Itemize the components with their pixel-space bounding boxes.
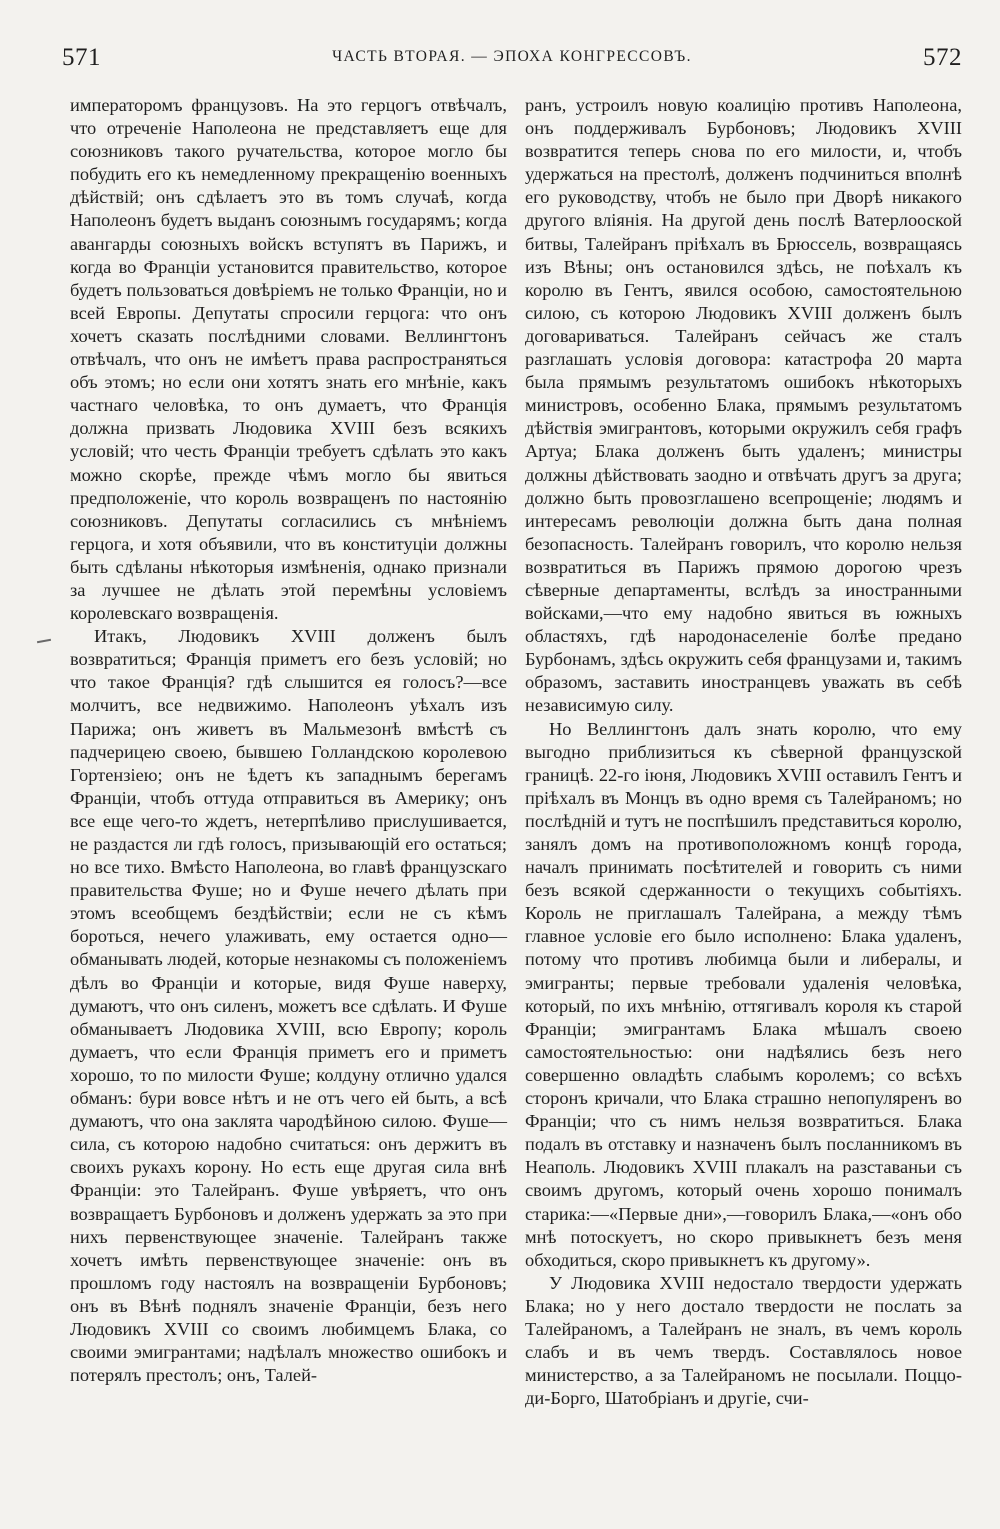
paragraph: Но Веллингтонъ далъ знать королю, что ему выгодно приблизиться къ сѣверной французской границѣ. 22-го іюня, Людовикъ XVIII оставилъ Гентъ и пріѣхалъ въ Монцъ въ одно время съ Талейраномъ; но послѣдній и тутъ не поспѣшилъ представиться королю, занялъ домъ на противоположномъ концѣ города, началъ принимать посѣтителей и говорить съ ними безъ всякой сдержанности о текущихъ событіяхъ. Король не приглашалъ Талейрана, а между тѣмъ главное условіе его было исполнено: Блака удаленъ, потому что противъ любимца были и либералы, и эмигранты; первые требовали удаленія человѣка, который, по ихъ мнѣнію, оттягивалъ короля къ старой Франціи; эмигрантамъ Блака мѣшалъ своею самостоятельностью: они надѣялись безъ него совершенно овладѣть слабымъ королемъ; со всѣхъ сторонъ кричали, что Блака страшно непопуляренъ во Франціи; что съ нимъ нельзя возвратиться. Блака подалъ въ отставку и назначенъ былъ посланникомъ въ Неаполь. Людовикъ XVIII плакалъ на разставаньи съ своимъ другомъ, который очень хорошо понималъ старика:—«Первые дни»,—говорилъ Блака,—«онъ обо мнѣ потоскуетъ, но скоро привыкнетъ безъ меня обходиться, скоро привыкнетъ къ другому».: [525, 718, 962, 1270]
left-column: [70, 94, 507, 1387]
right-column: [525, 94, 962, 1410]
right-page-number: 572: [922, 44, 962, 71]
paragraph: Итакъ, Людовикъ XVIII долженъ былъ возвратиться; Франція приметъ его безъ условій; но что такое Франція? гдѣ слышится ея голосъ?—все молчитъ, все недвижимо. Наполеонъ уѣхалъ изъ Парижа; онъ живетъ въ Мальмезонѣ вмѣстѣ съ падчерицею своею, бывшею Голландскою королевою Гортензіею; онъ не ѣдетъ къ западнымъ берегамъ Франціи, чтобъ оттуда отправиться въ Америку; онъ все еще чего-то ждетъ, нетерпѣливо прислушивается, не раздастся ли гдѣ голосъ, призывающій его остаться; но все тихо. Вмѣсто Наполеона, во главѣ французскаго правительства Фуше; но и Фуше нечего дѣлать при этомъ всеобщемъ бездѣйствіи; если не съ кѣмъ бороться, нечего улаживать, ему остается одно—обманывать людей, которые незнакомы съ положеніемъ дѣлъ во Франціи и которые, видя Фуше наверху, думаютъ, что онъ силенъ, можетъ все сдѣлать. И Фуше обманываетъ Людовика XVIII, всю Европу; король думаетъ, что если Франція приметъ его и приметъ хорошо, то по милости Фуше; колдуну отлично удался обманъ: бури вовсе нѣтъ и не отъ чего ей быть, а всѣ думаютъ, что она заклята чародѣйною силою. Фуше—сила, съ которою надобно считаться: онъ держитъ въ своихъ рукахъ корону. Но есть еще другая сила внѣ Франціи: это Талейранъ. Фуше увѣряетъ, что онъ возвращаетъ Бурбоновъ и долженъ удержать за это при нихъ первенствующее значеніе. Талейранъ также хочетъ имѣть первенствующее значеніе: онъ въ прошломъ году настоялъ на возвращеніи Бурбоновъ; онъ въ Вѣнѣ поднялъ значеніе Франціи, безъ него Людовикъ XVIII со своимъ любимцемъ Блака, со своими эмигрантами; надѣлалъ множество ошибокъ и потерялъ престолъ; онъ, Талей-: [70, 626, 507, 1386]
paragraph: ранъ, устроилъ новую коалицію противъ Наполеона, онъ поддерживалъ Бурбоновъ; Людовикъ XVIII возвратится теперь снова по его милости, и, чтобъ удержаться на престолѣ, долженъ подчиниться вполнѣ его руководству, чтобъ не было при Дворѣ никакого другого вліянія. На другой день послѣ Ватерлооской битвы, Талейранъ пріѣхалъ въ Брюссель, возвращаясь изъ Вѣны; онъ остановился здѣсь, не поѣхалъ къ королю въ Гентъ, явился особою, самостоятельною силою, съ которою Людовикъ XVIII долженъ былъ договариваться. Талейранъ сейчасъ же сталъ разглашать условія договора: катастрофа 20 марта была прямымъ результатомъ ошибокъ нѣкоторыхъ министровъ, особенно Блака, прямымъ результатомъ дѣйствія эмигрантовъ, которыми окружилъ себя графъ Артуа; Блака долженъ быть удаленъ; министры должны дѣйствовать заодно и отвѣчать другъ за друга; должно быть провозглашено всепрощеніе; людямъ и интересамъ революціи должна быть дана полная безопасность. Талейранъ говорилъ, что королю нельзя возвратиться въ Парижъ прямою дорогою чрезъ сѣверные департаменты, вслѣдъ за иностранными войсками,—что ему надобно явиться въ южныхъ областяхъ, гдѣ народонаселеніе болѣе предано Бурбонамъ, здѣсь окружить себя французами и, такимъ образомъ, заставить иностранцевъ уважать въ себѣ независимую силу.: [525, 95, 962, 716]
page-header: [62, 44, 962, 84]
left-page-number: 571: [62, 44, 101, 71]
paragraph: У Людовика XVIII недостало твердости удержать Блака; но у него достало твердости не послать за Талейраномъ, а Талейранъ не зналъ, въ чемъ король слабъ и въ чемъ твердъ. Составлялось новое министерство, а за Талейраномъ не посылали. Поццо-ди-Борго, Шатобріанъ и другіе, счи-: [525, 1272, 962, 1409]
running-title: ЧАСТЬ ВТОРАЯ. — ЭПОХА КОНГРЕССОВЪ.: [332, 48, 692, 65]
margin-pencil-mark: [37, 639, 51, 643]
paragraph: императоромъ французовъ. На это герцогъ отвѣчалъ, что отреченіе Наполеона не представляетъ еще для союзниковъ такого ручательства, которое могло бы побудить его къ немедленному прекращенію военныхъ дѣйствій; онъ сдѣлаетъ это въ томъ случаѣ, когда Наполеонъ будетъ выданъ союзнымъ государямъ; когда авангарды союзныхъ войскъ вступятъ въ Парижъ, и когда во Франціи установится правительство, которое будетъ пользоваться довѣріемъ не только Франціи, но и всей Европы. Депутаты спросили герцога: что онъ хочетъ сказать послѣдними словами. Веллингтонъ отвѣчалъ, что онъ не имѣетъ права распространяться объ этомъ; но если они хотятъ знать его мнѣніе, какъ частнаго человѣка, то онъ думаетъ, что Франція должна призвать Людовика XVIII безъ всякихъ условій; что честь Франціи требуетъ сдѣлать это какъ можно скорѣе, прежде чѣмъ могло бы явиться предположеніе, что король возвращенъ по настоянію союзниковъ. Депутаты согласились съ мнѣніемъ герцога, и хотя объявили, что въ конституціи должны быть сдѣланы нѣкоторыя измѣненія, однако признали за лучшее не дѣлать этой перемѣны условіемъ королевскаго возвращенія.: [70, 95, 507, 624]
